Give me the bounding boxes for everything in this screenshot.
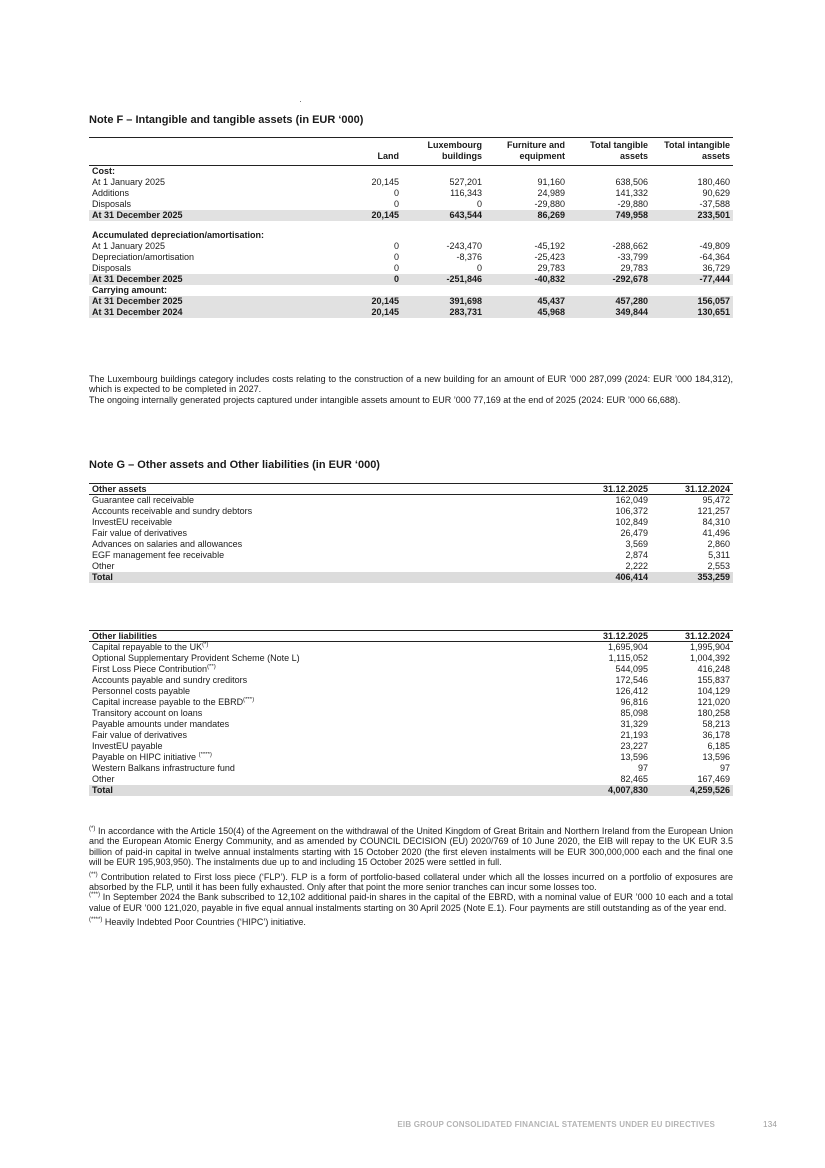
note-f-cell: 0 <box>393 188 399 198</box>
other-liabilities-2024: 36,178 <box>702 730 730 740</box>
other-assets-row <box>89 517 733 528</box>
other-assets-2024: 5,311 <box>708 550 730 560</box>
note-f-body <box>89 166 733 319</box>
col-header-total-tangible: Total tangible assets <box>590 140 648 161</box>
note-f-cell <box>314 221 402 230</box>
other-liabilities-2025: 97 <box>637 763 648 773</box>
other-assets-label: Fair value of derivatives <box>92 528 188 538</box>
other-liabilities-label-cell <box>89 774 569 785</box>
note-f-cell: -29,880 <box>617 199 648 209</box>
note-f-title: Note F – Intangible and tangible assets (in EUR ‘000) <box>89 114 364 126</box>
other-liabilities-row <box>89 752 733 763</box>
note-f-cell <box>568 166 651 178</box>
note-f-cell <box>314 285 402 296</box>
footnote-text: In accordance with the Article 150(4) of the Agreement on the withdrawal of the United Kingdom of Great Britain and Northern Ireland from the European Union and the European Atomic Energy Community, and as amended by COUNCIL DECISION (EU) 2020/769 of 10 June 2020, the EIB will repay to the UK EUR 3.5 billion of paid-in capital in twelve annual instalments starting with 15 October 2020 (the first eleven instalments will be EUR 300,000,000 each and the final one will be EUR 195,903,950). The instalments due up to and including 15 October 2025 were settled in full. <box>89 826 733 868</box>
note-f-row <box>89 166 733 178</box>
other-liabilities-2025: 21,193 <box>620 730 648 740</box>
other-liabilities-label-cell <box>89 719 569 730</box>
other-liabilities-label-cell <box>89 642 569 654</box>
note-f-row <box>89 230 733 241</box>
other-assets-2025: 2,222 <box>625 561 648 571</box>
other-assets-row <box>89 550 733 561</box>
other-liabilities-label: Personnel costs payable <box>92 686 191 696</box>
other-assets-2025: 102,849 <box>615 517 648 527</box>
note-f-header-row <box>89 138 733 166</box>
note-f-row-label: Disposals <box>92 199 132 209</box>
other-assets-header-2024: 31.12.2024 <box>651 484 733 495</box>
footnote-marker: (***) <box>243 697 255 703</box>
note-f-cell <box>485 285 568 296</box>
other-liabilities-label: Capital repayable to the UK <box>92 642 203 652</box>
other-liabilities-row <box>89 664 733 675</box>
other-liabilities-total-2025: 4,007,830 <box>569 785 651 796</box>
other-liabilities-label-cell <box>89 708 569 719</box>
note-f-cell: -40,832 <box>485 274 568 285</box>
note-f-cell: 86,269 <box>485 210 568 221</box>
note-f-row <box>89 188 733 199</box>
col-header-furniture-equipment: Furniture and equipment <box>507 140 565 161</box>
note-f-row <box>89 263 733 274</box>
other-liabilities-label: Fair value of derivatives <box>92 730 188 740</box>
other-liabilities-row <box>89 763 733 774</box>
note-f-row-label: At 1 January 2025 <box>92 177 166 187</box>
note-f-cell: 24,989 <box>537 188 565 198</box>
note-f-paragraph-buildings: The Luxembourg buildings category includes costs relating to the construction of a new building for an amount of EUR ’000 287,099 (2024: EUR ’000 184,312), which is expected to be completed in 2027. <box>89 374 733 395</box>
footnote-marker: (****) <box>89 917 103 924</box>
other-assets-row <box>89 539 733 550</box>
other-liabilities-2024: 121,020 <box>697 697 730 707</box>
other-liabilities-label-cell <box>89 686 569 697</box>
other-assets-total-row <box>89 572 733 583</box>
note-f-cell: 0 <box>314 274 402 285</box>
note-f-row-label: At 31 December 2025 <box>89 274 314 285</box>
note-f-row <box>89 210 733 221</box>
note-f-cell <box>402 230 485 241</box>
note-f-cell: 0 <box>393 241 399 251</box>
note-f-cell: 36,729 <box>702 263 730 273</box>
note-f-cell <box>651 230 733 241</box>
other-assets-label: Other <box>92 561 115 571</box>
footnote-text: In September 2024 the Bank subscribed to 12,102 additional paid-in shares in the capital of the EBRD, with a nominal value of EUR ’000 10 each and a total value of EUR ’000 121,020, payable in five equal annual instalments starting on 30 April 2025 (Note E.1). Four payments are still outstanding as of the year end. <box>89 892 733 913</box>
note-f-cell: -64,364 <box>699 252 730 262</box>
note-f-cell: -251,846 <box>402 274 485 285</box>
other-liabilities-2025: 23,227 <box>620 741 648 751</box>
note-f-row-label: At 31 December 2024 <box>89 307 314 318</box>
note-f-cell <box>568 230 651 241</box>
note-f-row-label: Cost: <box>92 166 115 176</box>
note-f-cell: 20,145 <box>314 296 402 307</box>
other-liabilities-row <box>89 730 733 741</box>
other-liabilities-2025: 172,546 <box>615 675 648 685</box>
note-f-cell: 349,844 <box>568 307 651 318</box>
note-f-cell <box>485 221 568 230</box>
other-assets-label: Guarantee call receivable <box>92 495 195 505</box>
other-assets-header-row <box>89 484 733 495</box>
note-f-cell <box>568 221 651 230</box>
note-f-cell: 0 <box>476 263 482 273</box>
footnote-text: Contribution related to First loss piece (‘FLP’). FLP is a form of portfolio-based collateral under which all the losses incurred on a portfolio of exposures are absorbed by the FLP, until it has been fully exhausted. Only after that point the more senior tranches can incur some losses too. <box>89 871 733 893</box>
other-assets-total-label: Total <box>89 572 569 583</box>
other-liabilities-row <box>89 686 733 697</box>
stray-dot <box>300 101 301 102</box>
other-liabilities-label: Capital increase payable to the EBRD <box>92 697 244 707</box>
other-liabilities-label-cell <box>89 752 569 763</box>
other-liabilities-2024: 104,129 <box>697 686 730 696</box>
other-liabilities-label: Western Balkans infrastructure fund <box>92 763 235 773</box>
other-assets-total-2024: 353,259 <box>651 572 733 583</box>
other-liabilities-2024: 13,596 <box>702 752 730 762</box>
footnote <box>89 892 733 913</box>
other-liabilities-header-label: Other liabilities <box>89 631 569 642</box>
note-f-cell <box>485 166 568 178</box>
note-f-cell: -77,444 <box>651 274 733 285</box>
col-header-total-intangible: Total intangible assets <box>664 140 730 161</box>
note-f-cell: 180,460 <box>697 177 730 187</box>
note-f-cell: 20,145 <box>314 210 402 221</box>
other-liabilities-2025: 82,465 <box>620 774 648 784</box>
other-assets-table-wrapper <box>89 483 733 583</box>
other-assets-2024: 84,310 <box>702 517 730 527</box>
footnote-marker: (***) <box>89 892 101 899</box>
note-f-header-blank <box>89 138 314 166</box>
note-f-cell: -25,423 <box>534 252 565 262</box>
other-liabilities-row <box>89 642 733 654</box>
other-assets-header-2025: 31.12.2025 <box>569 484 651 495</box>
footnote-marker: (****) <box>198 752 212 758</box>
other-liabilities-label: Optional Supplementary Provident Scheme (Note L) <box>92 653 300 663</box>
other-assets-2024: 95,472 <box>702 495 730 505</box>
footnote <box>89 826 733 868</box>
note-f-table <box>89 137 733 318</box>
note-f-cell: 156,057 <box>651 296 733 307</box>
other-liabilities-total-row <box>89 785 733 796</box>
other-liabilities-2024: 155,837 <box>697 675 730 685</box>
note-f-cell: 116,343 <box>450 188 482 198</box>
footnote-marker: (**) <box>89 871 98 878</box>
other-liabilities-header-2025: 31.12.2025 <box>569 631 651 642</box>
other-liabilities-row <box>89 697 733 708</box>
other-liabilities-row <box>89 653 733 664</box>
other-assets-table <box>89 483 733 583</box>
col-header-land: Land <box>377 151 399 161</box>
footnote <box>89 872 733 893</box>
other-liabilities-2024: 167,469 <box>697 774 730 784</box>
note-f-cell: 457,280 <box>568 296 651 307</box>
other-liabilities-label: Accounts payable and sundry creditors <box>92 675 248 685</box>
note-f-cell: -33,799 <box>617 252 648 262</box>
other-liabilities-2025: 126,412 <box>615 686 648 696</box>
note-f-cell: 283,731 <box>402 307 485 318</box>
note-f-cell <box>651 166 733 178</box>
footer-title: EIB GROUP CONSOLIDATED FINANCIAL STATEMENTS UNDER EU DIRECTIVES <box>397 1120 716 1129</box>
note-f-cell: 20,145 <box>314 307 402 318</box>
note-f-cell: -243,470 <box>446 241 482 251</box>
note-f-row <box>89 241 733 252</box>
other-liabilities-2025: 31,329 <box>620 719 648 729</box>
note-g-title: Note G – Other assets and Other liabilities (in EUR ‘000) <box>89 459 380 471</box>
other-liabilities-label: Payable amounts under mandates <box>92 719 230 729</box>
note-f-cell: 749,958 <box>568 210 651 221</box>
note-f-cell: -29,880 <box>534 199 565 209</box>
note-f-row-label: At 31 December 2025 <box>89 210 314 221</box>
note-f-cell: 130,651 <box>651 307 733 318</box>
note-f-row-label: Accumulated depreciation/amortisation: <box>92 230 265 240</box>
note-f-cell <box>314 230 402 241</box>
col-header-luxembourg-buildings: Luxembourg buildings <box>427 140 482 161</box>
footnote-marker: (*) <box>89 826 96 832</box>
note-f-row-label <box>89 221 314 230</box>
other-liabilities-2024: 1,995,904 <box>689 642 730 652</box>
note-f-cell <box>402 166 485 178</box>
note-f-cell <box>402 221 485 230</box>
other-liabilities-table <box>89 630 733 796</box>
page-number: 134 <box>763 1120 777 1129</box>
note-f-cell: -45,192 <box>534 241 565 251</box>
other-liabilities-label-cell <box>89 741 569 752</box>
note-f-paragraph-intangible: The ongoing internally generated projects captured under intangible assets amount to EUR ’000 77,169 at the end of 2025 (2024: EUR ’000 66,688). <box>89 394 681 405</box>
note-f-cell: 141,332 <box>615 188 648 198</box>
other-liabilities-body <box>89 642 733 797</box>
other-liabilities-total-2024: 4,259,526 <box>651 785 733 796</box>
other-liabilities-header-row <box>89 631 733 642</box>
other-assets-2025: 26,479 <box>620 528 648 538</box>
note-f-row-label: At 31 December 2025 <box>89 296 314 307</box>
note-f-cell <box>314 166 402 178</box>
other-assets-label: Advances on salaries and allowances <box>92 539 243 549</box>
note-f-cell: 638,506 <box>615 177 648 187</box>
note-f-commentary <box>89 374 733 405</box>
note-f-row <box>89 296 733 307</box>
other-liabilities-2024: 180,258 <box>697 708 730 718</box>
footnote-marker: (**) <box>207 664 216 670</box>
other-assets-2025: 162,049 <box>615 495 648 505</box>
other-assets-header-label: Other assets <box>89 484 569 495</box>
other-liabilities-2025: 544,095 <box>615 664 648 674</box>
note-f-cell: -292,678 <box>568 274 651 285</box>
page-footer <box>0 1120 777 1129</box>
note-f-row-label: Depreciation/amortisation <box>92 252 195 262</box>
other-assets-row <box>89 528 733 539</box>
note-f-cell: 20,145 <box>371 177 399 187</box>
note-f-cell: -8,376 <box>456 252 482 262</box>
other-assets-2024: 41,496 <box>702 528 730 538</box>
other-assets-total-2025: 406,414 <box>569 572 651 583</box>
other-assets-row <box>89 561 733 572</box>
note-f-cell <box>651 221 733 230</box>
other-liabilities-label: First Loss Piece Contribution <box>92 664 208 674</box>
other-assets-2024: 2,553 <box>707 561 730 571</box>
note-f-cell: 233,501 <box>651 210 733 221</box>
note-f-cell: 0 <box>393 252 399 262</box>
other-assets-2025: 3,569 <box>625 539 648 549</box>
note-f-cell: -37,588 <box>699 199 730 209</box>
footnote <box>89 917 733 927</box>
note-f-row <box>89 177 733 188</box>
other-assets-label: EGF management fee receivable <box>92 550 225 560</box>
note-f-table-wrapper <box>89 137 733 318</box>
note-f-cell: 29,783 <box>620 263 648 273</box>
other-liabilities-label: Transitory account on loans <box>92 708 203 718</box>
other-liabilities-2024: 1,004,392 <box>689 653 730 663</box>
note-f-cell: 0 <box>476 199 482 209</box>
note-f-cell <box>402 285 485 296</box>
other-liabilities-row <box>89 741 733 752</box>
other-liabilities-2024: 416,248 <box>697 664 730 674</box>
note-f-cell: 391,698 <box>402 296 485 307</box>
other-liabilities-label-cell <box>89 763 569 774</box>
other-liabilities-label-cell <box>89 653 569 664</box>
other-liabilities-2025: 85,098 <box>620 708 648 718</box>
other-assets-label: Accounts receivable and sundry debtors <box>92 506 253 516</box>
other-liabilities-label-cell <box>89 675 569 686</box>
other-liabilities-label-cell <box>89 730 569 741</box>
other-liabilities-2024: 6,185 <box>707 741 730 751</box>
note-f-row <box>89 199 733 210</box>
other-liabilities-header-2024: 31.12.2024 <box>651 631 733 642</box>
other-assets-2024: 121,257 <box>697 506 730 516</box>
other-liabilities-2025: 1,115,052 <box>608 653 648 663</box>
other-assets-2025: 2,874 <box>625 550 648 560</box>
other-liabilities-2024: 97 <box>719 763 730 773</box>
note-f-cell: 527,201 <box>449 177 482 187</box>
other-liabilities-2025: 96,816 <box>620 697 648 707</box>
other-assets-2025: 106,372 <box>615 506 648 516</box>
note-f-row <box>89 285 733 296</box>
other-liabilities-label: Payable on HIPC initiative <box>92 752 199 762</box>
other-liabilities-label-cell <box>89 697 569 708</box>
note-f-cell: 29,783 <box>537 263 565 273</box>
other-liabilities-row <box>89 708 733 719</box>
note-f-cell <box>485 230 568 241</box>
note-f-cell: 643,544 <box>402 210 485 221</box>
note-f-row-label: Carrying amount: <box>92 285 168 295</box>
note-f-cell: 45,968 <box>485 307 568 318</box>
note-f-row-label: At 1 January 2025 <box>92 241 166 251</box>
note-f-cell: 91,160 <box>537 177 565 187</box>
note-f-cell: 0 <box>393 263 399 273</box>
note-f-row-label: Disposals <box>92 263 132 273</box>
note-f-cell: 45,437 <box>485 296 568 307</box>
other-liabilities-2025: 1,695,904 <box>607 642 648 652</box>
note-g-footnotes <box>89 826 733 928</box>
other-assets-2024: 2,860 <box>707 539 730 549</box>
other-liabilities-label-cell <box>89 664 569 675</box>
other-liabilities-label: InvestEU payable <box>92 741 163 751</box>
note-f-row <box>89 307 733 318</box>
note-f-row-label: Additions <box>92 188 130 198</box>
other-assets-body <box>89 495 733 584</box>
other-liabilities-row <box>89 774 733 785</box>
other-liabilities-label: Other <box>92 774 115 784</box>
other-liabilities-row <box>89 675 733 686</box>
other-liabilities-2024: 58,213 <box>702 719 730 729</box>
footnote-marker: (*) <box>202 642 209 648</box>
note-f-cell: 90,629 <box>702 188 730 198</box>
note-f-cell: -49,809 <box>699 241 730 251</box>
footnote-text: Heavily Indebted Poor Countries (‘HIPC’) initiative. <box>102 917 306 928</box>
other-liabilities-table-wrapper <box>89 630 733 796</box>
other-liabilities-row <box>89 719 733 730</box>
note-f-row <box>89 221 733 230</box>
other-assets-row <box>89 506 733 517</box>
other-assets-row <box>89 495 733 507</box>
note-f-row <box>89 274 733 285</box>
other-liabilities-2025: 13,596 <box>620 752 648 762</box>
note-f-cell <box>568 285 651 296</box>
note-f-row <box>89 252 733 263</box>
note-f-cell: 0 <box>393 199 399 209</box>
note-f-cell <box>651 285 733 296</box>
other-liabilities-total-label: Total <box>89 785 569 796</box>
note-f-cell: -288,662 <box>612 241 648 251</box>
other-assets-label: InvestEU receivable <box>92 517 173 527</box>
